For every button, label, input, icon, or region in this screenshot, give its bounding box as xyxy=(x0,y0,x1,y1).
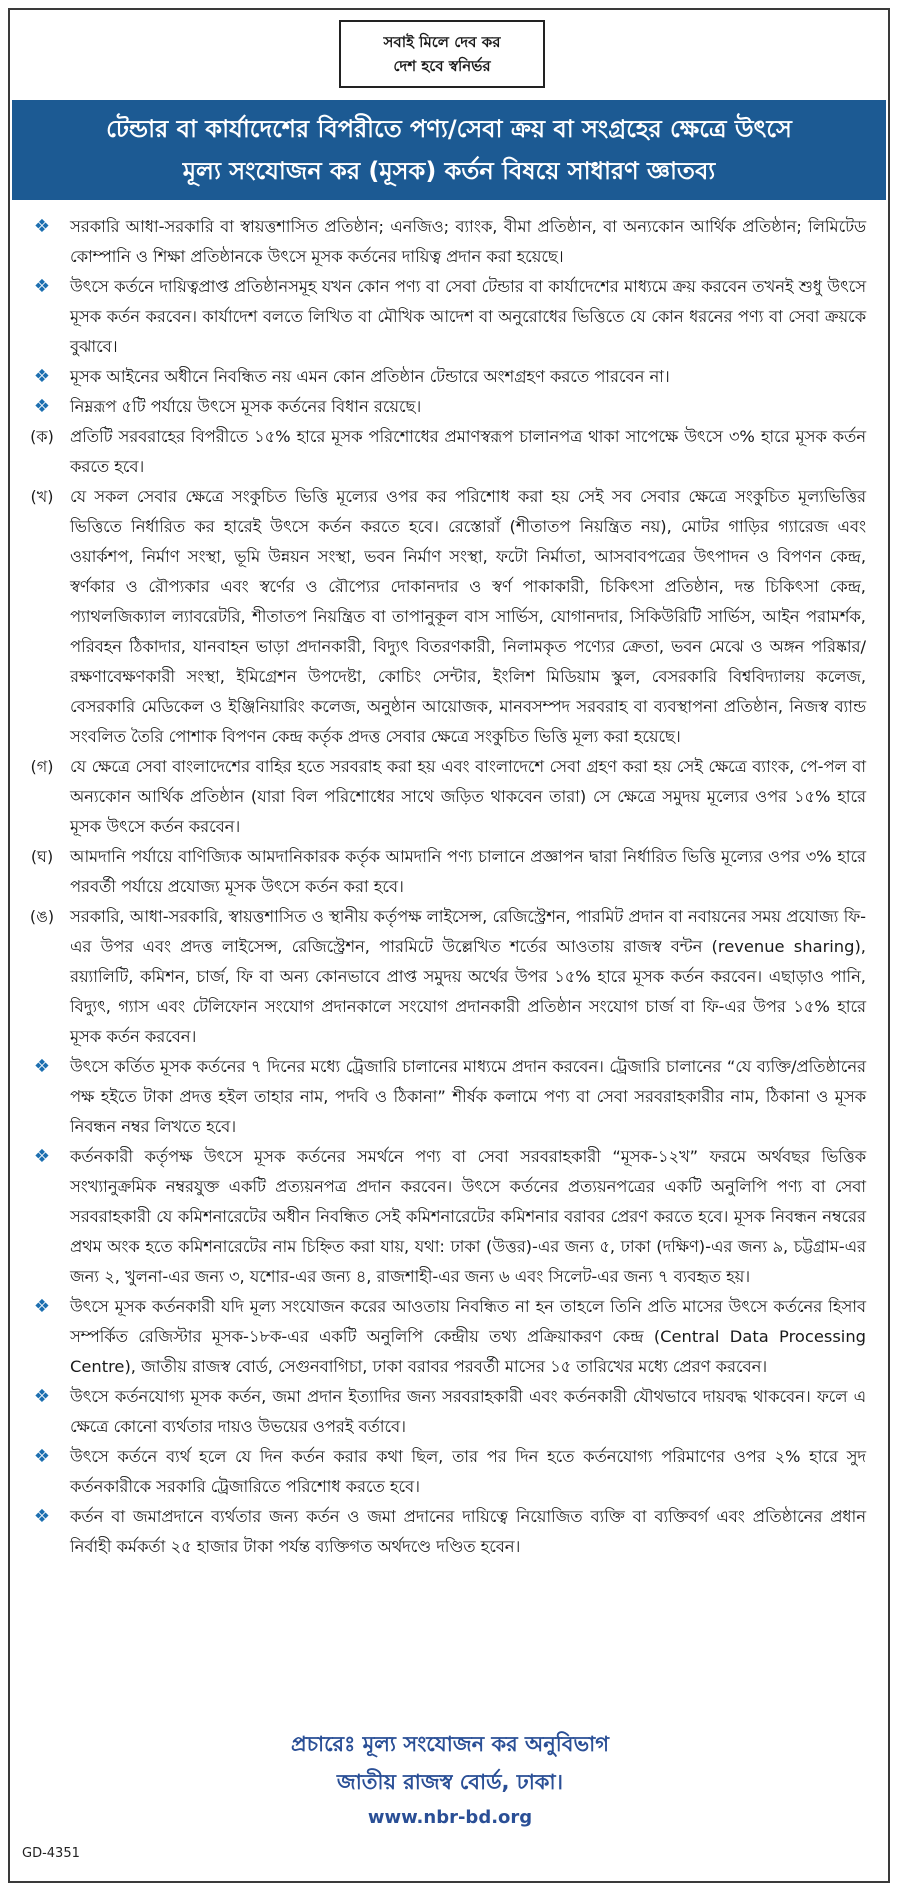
list-marker: (গ) xyxy=(30,757,54,776)
list-item xyxy=(14,392,880,422)
list-item-ga xyxy=(14,752,880,842)
diamond-bullet-icon: ❖ xyxy=(33,396,51,417)
slogan-box xyxy=(339,20,545,88)
list-item xyxy=(14,1292,880,1382)
list-item-text: সরকারি, আধা-সরকারি, স্বায়ত্তশাসিত ও স্থানীয় কর্তৃপক্ষ লাইসেন্স, রেজিস্ট্রেশন, পারমিট প্রদান বা নবায়নের সময় প্রযোজ্য ফি-এর উপর এবং প্রদত্ত লাইসেন্স, রেজিস্ট্রেশন, পারমিটে উল্লেখিত শর্তের আওতায় রাজস্ব বন্টন (revenue sharing), রয়্যালিটি, কমিশন, চার্জ, ফি বা অন্য কোনভাবে প্রাপ্ত সমুদয় অর্থের উপর ১৫% হারে মূসক কর্তন করবেন। এছাড়াও পানি, বিদ্যুৎ, গ্যাস এবং টেলিফোন সংযোগ প্রদানকালে সংযোগ প্রদানকারী প্রতিষ্ঠান সংযোগ চার্জ বা ফি-এর উপর ১৫% হারে মূসক কর্তন করবেন। xyxy=(70,907,866,1046)
publisher-footer xyxy=(0,1725,900,1835)
list-item xyxy=(14,362,880,392)
diamond-bullet-icon: ❖ xyxy=(33,216,51,237)
list-item xyxy=(14,272,880,362)
title-banner xyxy=(12,100,886,200)
list-item-text: সরকারি আধা-সরকারি বা স্বায়ত্তশাসিত প্রতিষ্ঠান; এনজিও; ব্যাংক, বীমা প্রতিষ্ঠান, বা অন্যকোন আর্থিক প্রতিষ্ঠান; লিমিটেড কোম্পানি ও শিক্ষা প্রতিষ্ঠানকে উৎসে মূসক কর্তনের দায়িত্ব প্রদান করা হয়েছে। xyxy=(70,217,866,266)
list-item xyxy=(14,1052,880,1142)
list-item-uma xyxy=(14,902,880,1052)
list-marker: (ঙ) xyxy=(29,907,55,926)
list-item-text: যে সকল সেবার ক্ষেত্রে সংকুচিত ভিত্তি মূল্যের ওপর কর পরিশোধ করা হয় সেই সব সেবার ক্ষেত্রে সংকুচিত মূল্যভিত্তির ভিত্তিতে নির্ধারিত কর হারেই উৎসে কর্তন করতে হবে। রেস্তোরাঁ (শীতাতপ নিয়ন্ত্রিত নয়), মোটর গাড়ির গ্যারেজ এবং ওয়ার্কশপ, নির্মাণ সংস্থা, ভূমি উন্নয়ন সংস্থা, ভবন নির্মাণ সংস্থা, ফটো নির্মাতা, আসবাবপত্রের উৎপাদন ও বিপণন কেন্দ্র, স্বর্ণকার ও রৌপ্যকার এবং স্বর্ণের ও রৌপ্যের দোকানদার ও স্বর্ণ পাকাকারী, চিকিৎসা প্রতিষ্ঠান, দন্ত চিকিৎসা কেন্দ্র, প্যাথলজিক্যাল ল্যাবরেটরি, শীতাতপ নিয়ন্ত্রিত বা তাপানুকূল বাস সার্ভিস, যোগানদার, সিকিউরিটি সার্ভিস, আইন পরামর্শক, পরিবহন ঠিকাদার, যানবাহন ভাড়া প্রদানকারী, বিদ্যুৎ বিতরণকারী, নিলামকৃত পণ্যের ক্রেতা, ভবন মেঝে ও অঙ্গন পরিষ্কার/রক্ষণাবেক্ষণকারী সংস্থা, ইমিগ্রেশন উপদেষ্টা, কোচিং সেন্টার, ইংলিশ মিডিয়াম স্কুল, বেসরকারি বিশ্ববিদ্যালয় কলেজ, বেসরকারি মেডিকেল ও ইঞ্জিনিয়ারিং কলেজ, অনুষ্ঠান আয়োজক, মানবসম্পদ সরবরাহ বা ব্যবস্থাপনা প্রতিষ্ঠান, নিজস্ব ব্যান্ড সংবলিত তৈরি পোশাক বিপণন কেন্দ্র কর্তৃক প্রদত্ত সেবার ক্ষেত্রে সংকুচিত ভিত্তি মূল্য করা হয়েছে। xyxy=(70,487,866,746)
list-marker: (ঘ) xyxy=(30,847,54,866)
list-item-text: উৎসে কর্তনে ব্যর্থ হলে যে দিন কর্তন করার কথা ছিল, তার পর দিন হতে কর্তনযোগ্য পরিমাণের ওপর ২% হারে সুদ কর্তনকারীকে সরকারি ট্রেজারিতে পরিশোধ করতে হবে। xyxy=(70,1447,866,1496)
diamond-bullet-icon: ❖ xyxy=(33,366,51,387)
list-marker: (ক) xyxy=(30,427,54,446)
title-line-1: টেন্ডার বা কার্যাদেশের বিপরীতে পণ্য/সেবা ক্রয় বা সংগ্রহের ক্ষেত্রে উৎসে xyxy=(106,115,792,143)
organization-line: জাতীয় রাজস্ব বোর্ড, ঢাকা। xyxy=(336,1770,564,1794)
diamond-bullet-icon: ❖ xyxy=(33,1146,51,1167)
list-item xyxy=(14,1502,880,1562)
list-item-text: প্রতিটি সরবরাহের বিপরীতে ১৫% হারে মূসক পরিশোধের প্রমাণস্বরূপ চালানপত্র থাকা সাপেক্ষে উৎসে ৩% হারে মূসক কর্তন করতে হবে। xyxy=(70,427,866,476)
diamond-bullet-icon: ❖ xyxy=(33,1056,51,1077)
list-item-ka xyxy=(14,422,880,482)
slogan-line-2: দেশ হবে স্বনির্ভর xyxy=(393,57,491,75)
diamond-bullet-icon: ❖ xyxy=(33,1446,51,1467)
list-item-text: নিম্নরূপ ৫টি পর্যায়ে উৎসে মূসক কর্তনের বিধান রয়েছে। xyxy=(70,397,422,416)
slogan-line-1: সবাই মিলে দেব কর xyxy=(383,33,501,51)
publisher-line: প্রচারেঃ মূল্য সংযোজন কর অনুবিভাগ xyxy=(291,1732,609,1756)
document-code: GD-4351 xyxy=(22,1846,80,1861)
list-item-text: উৎসে কর্তনে দায়িত্বপ্রাপ্ত প্রতিষ্ঠানসমূহ যখন কোন পণ্য বা সেবা টেন্ডার বা কার্যাদেশের মাধ্যমে ক্রয় করবেন তখনই শুধু উৎসে মূসক কর্তন করবেন। কার্যাদেশ বলতে লিখিত বা মৌখিক আদেশ বা অনুরোধের ভিত্তিতে যে কোন ধরনের পণ্য বা সেবা ক্রয়কে বুঝাবে। xyxy=(70,277,866,356)
title-line-2: মূল্য সংযোজন কর (মূসক) কর্তন বিষয়ে সাধারণ জ্ঞাতব্য xyxy=(182,157,716,185)
list-item-text: উৎসে মূসক কর্তনকারী যদি মূল্য সংযোজন করের আওতায় নিবন্ধিত না হন তাহলে তিনি প্রতি মাসের উৎসে কর্তনের হিসাব সম্পর্কিত রেজিস্টার মূসক-১৮ক-এর একটি অনুলিপি কেন্দ্রীয় তথ্য প্রক্রিয়াকরণ কেন্দ্র (Central Data Processing Centre), জাতীয় রাজস্ব বোর্ড, সেগুনবাগিচা, ঢাকা বরাবর পরবর্তী মাসের ১৫ তারিখের মধ্যে প্রেরণ করবেন। xyxy=(70,1297,866,1376)
list-item xyxy=(14,212,880,272)
list-item-text: কর্তন বা জমাপ্রদানে ব্যর্থতার জন্য কর্তন ও জমা প্রদানের দায়িত্বে নিয়োজিত ব্যক্তি বা ব্যক্তিবর্গ এবং প্রতিষ্ঠানের প্রধান নির্বাহী কর্মকর্তা ২৫ হাজার টাকা পর্যন্ত ব্যক্তিগত অর্থদণ্ডে দণ্ডিত হবেন। xyxy=(70,1507,866,1556)
website-link[interactable]: www.nbr-bd.org xyxy=(367,1807,533,1828)
list-marker: (খ) xyxy=(30,487,54,506)
list-item xyxy=(14,1382,880,1442)
list-item-text: আমদানি পর্যায়ে বাণিজ্যিক আমদানিকারক কর্তৃক আমদানি পণ্য চালানে প্রজ্ঞাপন দ্বারা নির্ধারিত ভিত্তি মূল্যের ওপর ৩% হারে পরবর্তী পর্যায়ে প্রযোজ্য মূসক উৎসে কর্তন করা হবে। xyxy=(70,847,866,896)
list-item-kha xyxy=(14,482,880,752)
list-item-text: কর্তনকারী কর্তৃপক্ষ উৎসে মূসক কর্তনের সমর্থনে পণ্য বা সেবা সরবরাহকারী “মূসক-১২খ” ফরমে অর্থবছর ভিত্তিক সংখ্যানুক্রমিক নম্বরযুক্ত একটি প্রত্যয়নপত্র প্রদান করবেন। উৎসে কর্তনের প্রত্যয়নপত্রের একটি অনুলিপি পণ্য বা সেবা সরবরাহকারী যে কমিশনারেটের অধীন নিবন্ধিত সেই কমিশনারেটের কমিশনার বরাবর প্রেরণ করতে হবে। মূসক নিবন্ধন নম্বরের প্রথম অংক হতে কমিশনারেটের নাম চিহ্নিত করা যায়, যথা: ঢাকা (উত্তর)-এর জন্য ৫, ঢাকা (দক্ষিণ)-এর জন্য ৯, চট্টগ্রাম-এর জন্য ২, খুলনা-এর জন্য ৩, যশোর-এর জন্য ৪, রাজশাহী-এর জন্য ৬ এবং সিলেট-এর জন্য ৭ ব্যবহৃত হয়। xyxy=(70,1147,866,1286)
diamond-bullet-icon: ❖ xyxy=(33,1506,51,1527)
list-item-text: উৎসে কর্তিত মূসক কর্তনের ৭ দিনের মধ্যে ট্রেজারি চালানের মাধ্যমে প্রদান করবেন। ট্রেজারি চালানের “যে ব্যক্তি/প্রতিষ্ঠানের পক্ষ হইতে টাকা প্রদত্ত হইল তাহার নাম, পদবি ও ঠিকানা” শীর্ষক কলামে পণ্য বা সেবা সরবরাহকারীর নাম, ঠিকানা ও মূসক নিবন্ধন নম্বর লিখতে হবে। xyxy=(70,1057,866,1136)
list-item xyxy=(14,1142,880,1292)
list-item-text: যে ক্ষেত্রে সেবা বাংলাদেশের বাহির হতে সরবরাহ করা হয় এবং বাংলাদেশে সেবা গ্রহণ করা হয় সেই ক্ষেত্রে ব্যাংক, পে-পল বা অন্যকোন আর্থিক প্রতিষ্ঠান (যারা বিল পরিশোধের সাথে জড়িত থাকবেন তারা) সে ক্ষেত্রে সমুদয় মূল্যের ওপর ১৫% হারে মূসক উৎসে কর্তন করবেন। xyxy=(70,757,866,836)
notice-body xyxy=(14,212,880,1562)
diamond-bullet-icon: ❖ xyxy=(33,1386,51,1407)
diamond-bullet-icon: ❖ xyxy=(33,1296,51,1317)
list-item xyxy=(14,1442,880,1502)
list-item-gha xyxy=(14,842,880,902)
diamond-bullet-icon: ❖ xyxy=(33,276,51,297)
list-item-text: উৎসে কর্তনযোগ্য মূসক কর্তন, জমা প্রদান ইত্যাদির জন্য সরবরাহকারী এবং কর্তনকারী যৌথভাবে দায়বদ্ধ থাকবেন। ফলে এ ক্ষেত্রে কোনো ব্যর্থতার দায়ও উভয়ের ওপরই বর্তাবে। xyxy=(70,1387,866,1436)
list-item-text: মূসক আইনের অধীনে নিবন্ধিত নয় এমন কোন প্রতিষ্ঠান টেন্ডারে অংশগ্রহণ করতে পারবেন না। xyxy=(70,367,670,386)
